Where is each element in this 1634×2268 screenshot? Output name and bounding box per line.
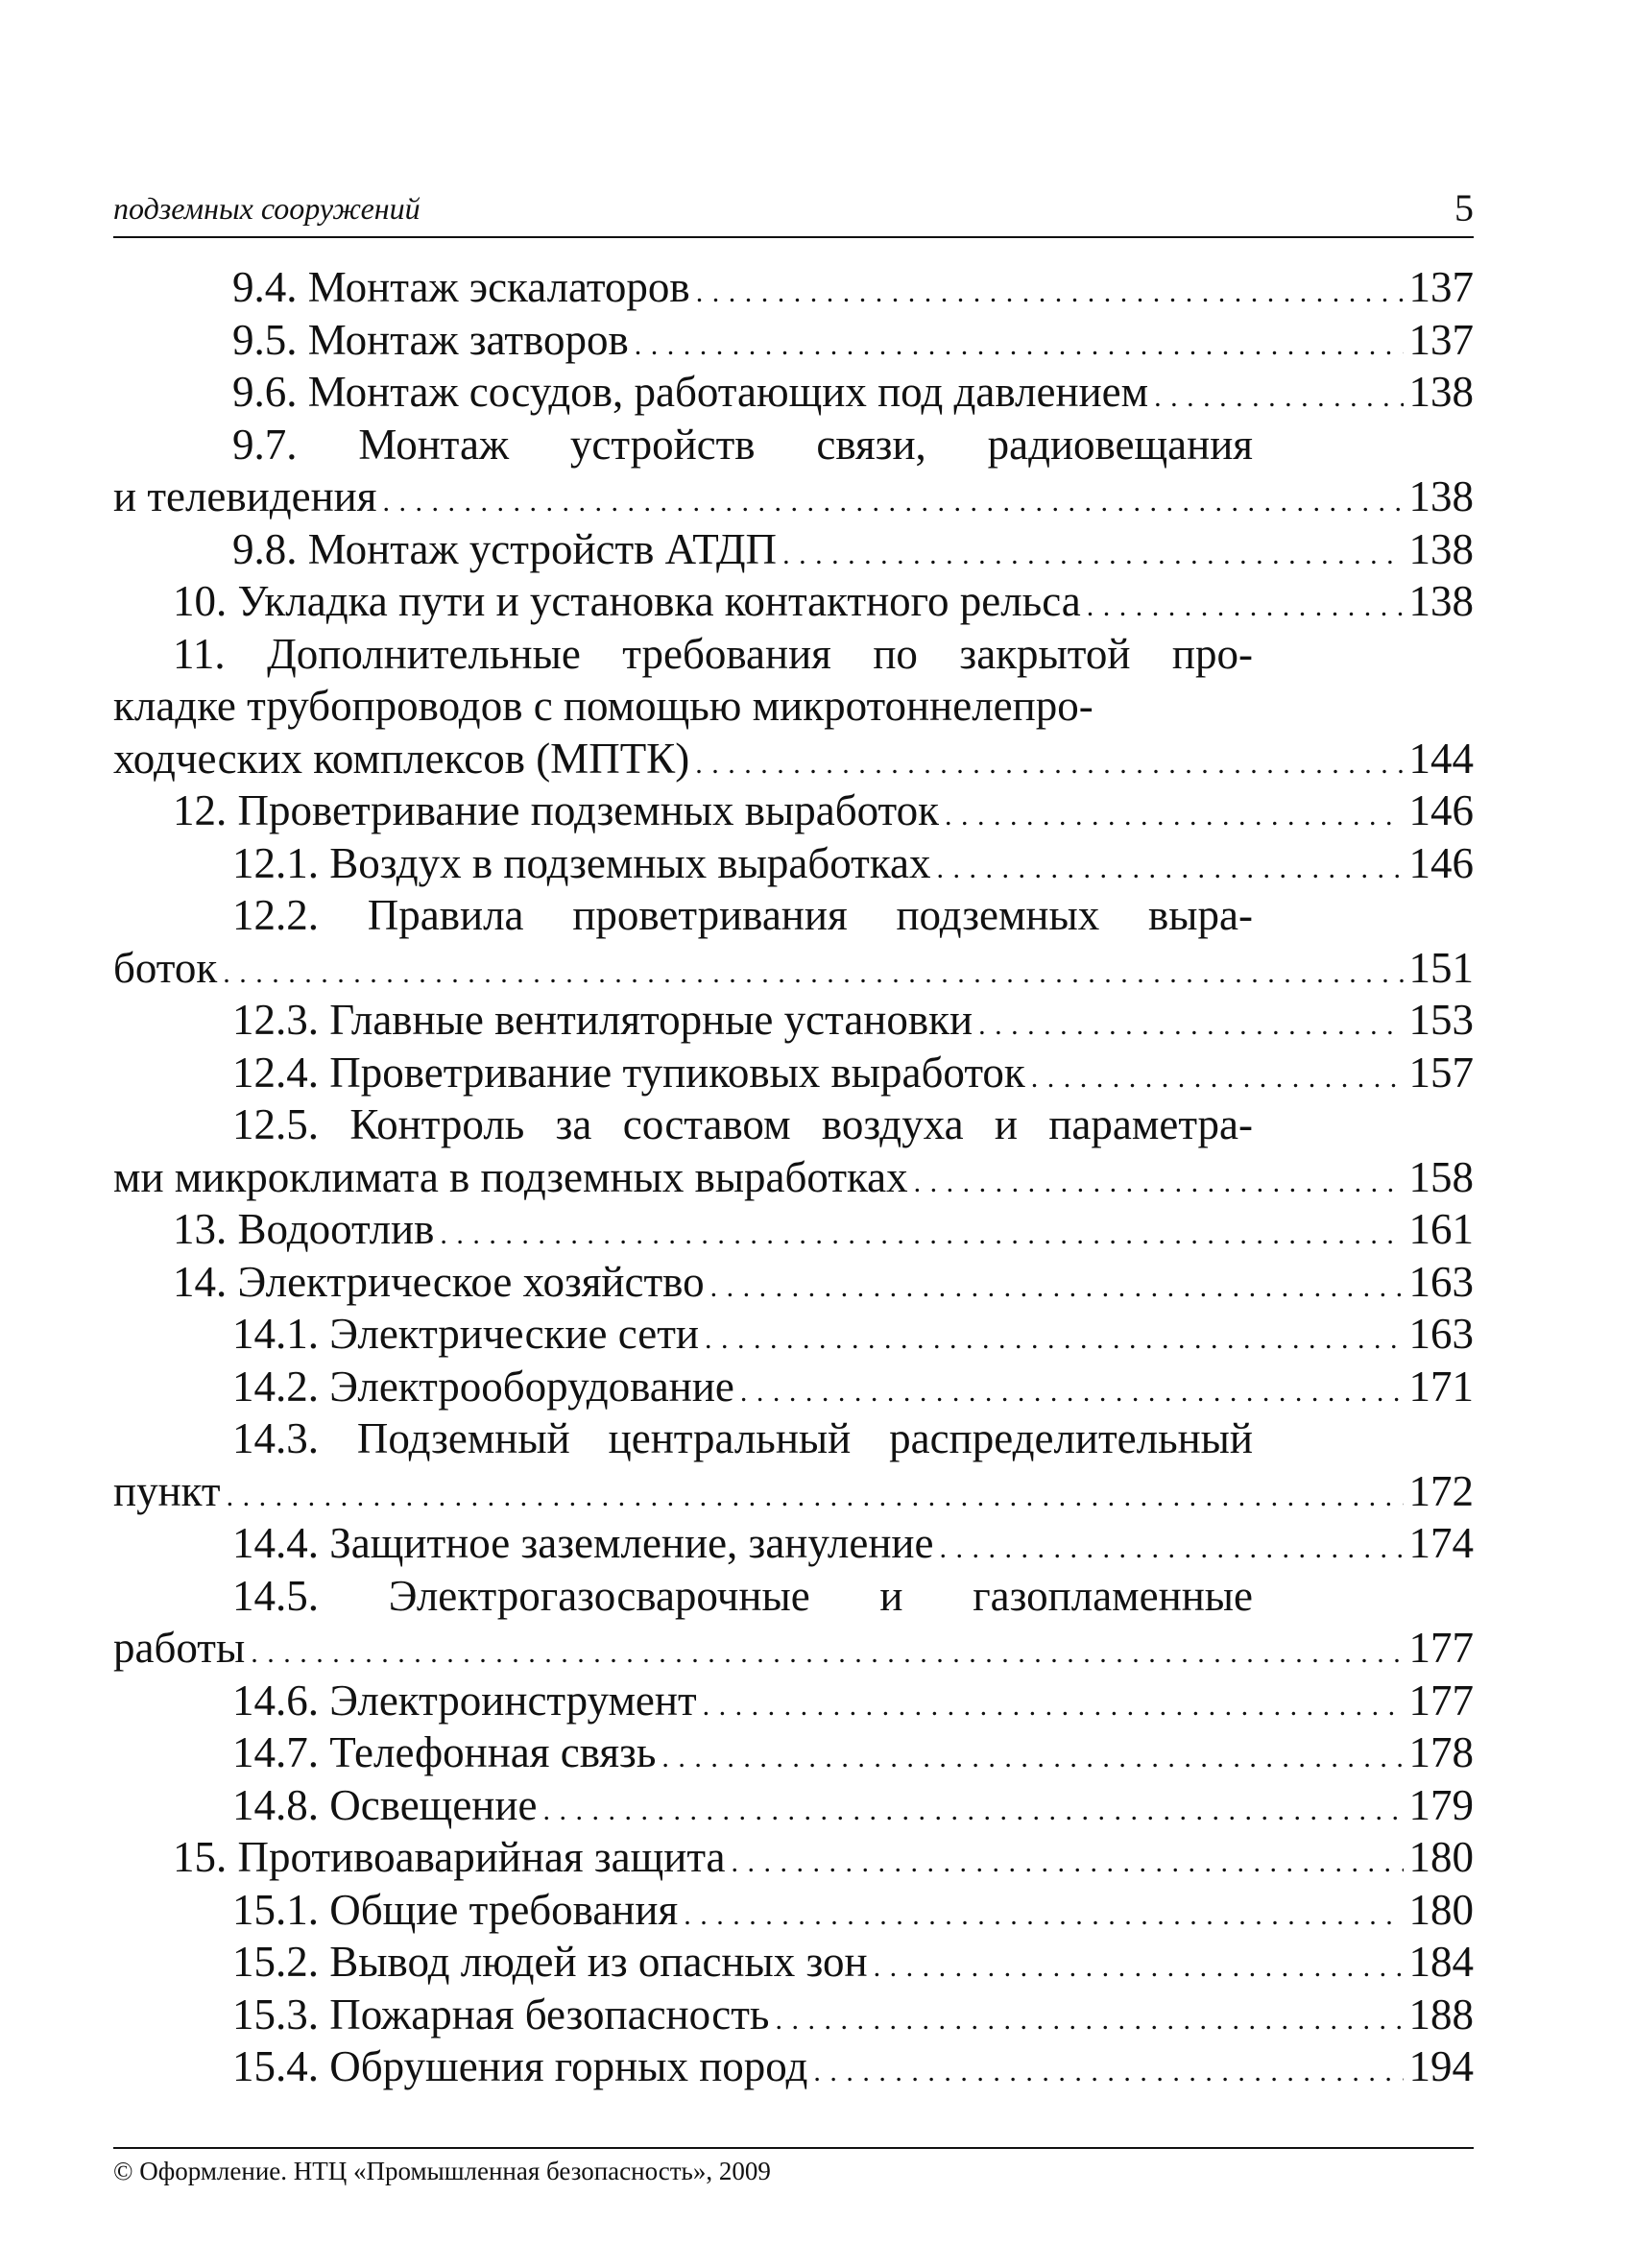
- toc-entry-title: боток: [113, 943, 218, 992]
- toc-entry-line: [113, 680, 1474, 733]
- toc-entry: [113, 1361, 1474, 1413]
- toc-entry: [113, 575, 1474, 628]
- dot-leader: [227, 1471, 1404, 1524]
- toc-page-number: 151: [1408, 943, 1474, 992]
- dot-leader: [696, 267, 1404, 320]
- toc-entry-title: 12. Проветривание подземных выработок: [173, 786, 939, 834]
- toc-entry-title: 14.3. Подземный центральный распределительный: [232, 1414, 1253, 1462]
- toc-entry: [113, 1675, 1474, 1727]
- toc-entry-title: 15.2. Вывод людей из опасных зон: [232, 1938, 868, 1986]
- toc-entry-line: [113, 523, 1474, 576]
- toc-entry-line: [113, 1151, 1474, 1204]
- toc-entry-title: 14.1. Электрические сети: [232, 1310, 699, 1358]
- toc-entry-title: 12.4. Проветривание тупиковых выработок: [232, 1048, 1025, 1097]
- dot-leader: [661, 1732, 1403, 1785]
- toc-entry: [113, 784, 1474, 837]
- toc-entry-line: [113, 1098, 1253, 1151]
- toc-entry-line: [113, 1047, 1474, 1099]
- toc-page-number: 137: [1408, 263, 1474, 311]
- footer-rule: [113, 2147, 1474, 2149]
- toc-entry: [113, 837, 1474, 890]
- toc-entry-line: [113, 1936, 1474, 1989]
- toc-entry-title: ми микроклимата в подземных выработках: [113, 1152, 908, 1201]
- toc-entry-line: [113, 314, 1474, 367]
- toc-entry-line: [113, 1726, 1474, 1779]
- toc-entry-line: [113, 1989, 1474, 2041]
- toc-entry-title: 13. Водоотлив: [173, 1205, 435, 1253]
- toc-entry-line: [113, 1203, 1474, 1256]
- toc-page-number: 153: [1408, 996, 1474, 1044]
- toc-entry-title: ходческих комплексов (МПТК): [113, 734, 690, 783]
- toc-page-number: 178: [1408, 1728, 1474, 1776]
- toc-entry-line: [113, 2040, 1474, 2093]
- table-of-contents: [113, 261, 1474, 2093]
- toc-page-number: 138: [1408, 524, 1474, 573]
- toc-entry: [113, 366, 1474, 419]
- toc-page-number: 180: [1408, 1885, 1474, 1934]
- toc-entry: [113, 261, 1474, 314]
- page-number: 5: [1454, 186, 1474, 229]
- toc-page-number: 144: [1408, 734, 1474, 783]
- toc-entry-title: 15. Противоаварийная защита: [173, 1833, 726, 1881]
- toc-entry-title: 14.8. Освещение: [232, 1780, 538, 1829]
- header-rule: [113, 236, 1474, 238]
- dot-leader: [705, 1314, 1404, 1366]
- toc-entry: [113, 994, 1474, 1047]
- toc-page-number: 161: [1408, 1205, 1474, 1253]
- toc-entry: [113, 1726, 1474, 1779]
- dot-leader: [1087, 581, 1404, 634]
- toc-entry-title: 15.1. Общие требования: [232, 1885, 679, 1934]
- dot-leader: [695, 738, 1403, 791]
- toc-page-number: 188: [1408, 1990, 1474, 2039]
- toc-entry: [113, 1517, 1474, 1570]
- toc-entry-title: 9.5. Монтаж затворов: [232, 315, 629, 364]
- toc-entry-line: [113, 837, 1474, 890]
- toc-entry-line: [113, 733, 1474, 785]
- toc-entry-line: [113, 994, 1474, 1047]
- toc-entry: [113, 1570, 1474, 1675]
- toc-entry-line: [113, 628, 1253, 681]
- toc-entry-line: [113, 1570, 1253, 1623]
- toc-entry-title: 15.4. Обрушения горных пород: [232, 2042, 808, 2090]
- toc-entry-title: 14.6. Электроинструмент: [232, 1676, 697, 1725]
- toc-entry-line: [113, 366, 1474, 419]
- toc-entry: [113, 1989, 1474, 2041]
- toc-entry-line: [113, 1308, 1474, 1361]
- toc-page-number: 163: [1408, 1310, 1474, 1358]
- dot-leader: [740, 1366, 1404, 1419]
- toc-page-number: 146: [1408, 786, 1474, 834]
- toc-entry-title: 14.4. Защитное заземление, зануление: [232, 1519, 934, 1567]
- toc-entry: [113, 419, 1474, 523]
- dot-leader: [223, 948, 1403, 1001]
- dot-leader: [775, 1994, 1403, 2047]
- dot-leader: [782, 529, 1403, 582]
- dot-leader: [703, 1680, 1404, 1733]
- toc-entry-title: 9.7. Монтаж устройств связи, радиовещания: [232, 420, 1253, 469]
- dot-leader: [251, 1628, 1403, 1680]
- toc-page-number: 137: [1408, 315, 1474, 364]
- toc-page-number: 138: [1408, 577, 1474, 625]
- toc-page-number: 194: [1408, 2042, 1474, 2090]
- toc-entry-title: 9.6. Монтаж сосудов, работающих под давлением: [232, 368, 1149, 416]
- dot-leader: [1154, 372, 1403, 424]
- toc-entry-title: пункт: [113, 1466, 221, 1515]
- toc-entry: [113, 1256, 1474, 1309]
- copyright-footer: © Оформление. НТЦ «Промышленная безопасность», 2009: [113, 2157, 771, 2185]
- dot-leader: [813, 2046, 1403, 2099]
- toc-entry: [113, 1779, 1474, 1832]
- running-header: [113, 181, 1474, 236]
- toc-entry-title: 9.4. Монтаж эскалаторов: [232, 263, 690, 311]
- toc-page-number: 177: [1408, 1624, 1474, 1672]
- toc-entry-title: кладке трубопроводов с помощью микротоннелепро-: [113, 682, 1093, 730]
- toc-entry-title: 12.3. Главные вентиляторные установки: [232, 996, 973, 1044]
- toc-entry: [113, 1884, 1474, 1937]
- dot-leader: [874, 1942, 1404, 1994]
- toc-page-number: 138: [1408, 472, 1474, 520]
- toc-entry: [113, 314, 1474, 367]
- dot-leader: [440, 1209, 1403, 1262]
- toc-entry-title: 9.8. Монтаж устройств АТДП: [232, 524, 778, 573]
- toc-entry-title: 10. Укладка пути и установка контактного рельса: [173, 577, 1081, 625]
- toc-entry-line: [113, 1361, 1474, 1413]
- toc-page-number: 163: [1408, 1257, 1474, 1306]
- toc-entry: [113, 889, 1474, 994]
- toc-entry-line: [113, 1517, 1474, 1570]
- toc-entry-title: 15.3. Пожарная безопасность: [232, 1990, 770, 2039]
- dot-leader: [1031, 1052, 1404, 1105]
- toc-entry: [113, 1831, 1474, 1884]
- toc-page-number: 184: [1408, 1938, 1474, 1986]
- toc-entry-line: [113, 1256, 1474, 1309]
- dot-leader: [542, 1785, 1403, 1838]
- dot-leader: [382, 476, 1403, 529]
- dot-leader: [914, 1157, 1404, 1210]
- dot-leader: [732, 1837, 1404, 1890]
- toc-entry: [113, 1203, 1474, 1256]
- toc-entry-title: 14.2. Электрооборудование: [232, 1362, 734, 1411]
- toc-page-number: 146: [1408, 838, 1474, 887]
- running-title: подземных сооружений: [113, 191, 421, 226]
- toc-entry: [113, 1936, 1474, 1989]
- toc-entry-line: [113, 1465, 1474, 1518]
- toc-entry: [113, 523, 1474, 576]
- toc-page-number: 171: [1408, 1362, 1474, 1411]
- toc-entry-line: [113, 1779, 1474, 1832]
- toc-entry-title: 11. Дополнительные требования по закрытой про-: [173, 629, 1253, 678]
- toc-entry-title: работы: [113, 1624, 246, 1672]
- toc-page-number: 180: [1408, 1833, 1474, 1881]
- toc-entry-title: 12.1. Воздух в подземных выработках: [232, 838, 931, 887]
- toc-entry-title: 14. Электрическое хозяйство: [173, 1257, 705, 1306]
- toc-entry-line: [113, 419, 1253, 471]
- toc-entry-title: и телевидения: [113, 472, 377, 520]
- toc-entry: [113, 1047, 1474, 1099]
- toc-entry: [113, 1308, 1474, 1361]
- toc-entry-line: [113, 784, 1474, 837]
- toc-page-number: 157: [1408, 1048, 1474, 1097]
- toc-entry-line: [113, 889, 1253, 942]
- toc-entry-title: 12.5. Контроль за составом воздуха и параметра-: [232, 1100, 1253, 1148]
- toc-entry: [113, 1412, 1474, 1517]
- toc-page-number: 138: [1408, 368, 1474, 416]
- toc-entry-line: [113, 942, 1474, 995]
- dot-leader: [945, 790, 1404, 843]
- toc-entry-title: 14.5. Электрогазосварочные и газопламенные: [232, 1571, 1253, 1620]
- toc-entry-line: [113, 575, 1474, 628]
- toc-entry-title: 14.7. Телефонная связь: [232, 1728, 657, 1776]
- dot-leader: [936, 843, 1403, 896]
- dot-leader: [684, 1890, 1403, 1942]
- toc-page-number: 177: [1408, 1676, 1474, 1725]
- dot-leader: [710, 1262, 1404, 1315]
- toc-entry-line: [113, 1412, 1253, 1465]
- toc-page-number: 174: [1408, 1519, 1474, 1567]
- dot-leader: [978, 1000, 1403, 1052]
- toc-entry: [113, 628, 1474, 785]
- toc-page-number: 158: [1408, 1152, 1474, 1201]
- toc-entry: [113, 1098, 1474, 1203]
- toc-entry-line: [113, 1622, 1474, 1675]
- toc-page-number: 172: [1408, 1466, 1474, 1515]
- toc-entry-line: [113, 1831, 1474, 1884]
- toc-entry-title: 12.2. Правила проветривания подземных выра-: [232, 891, 1253, 939]
- toc-entry-line: [113, 1884, 1474, 1937]
- toc-entry-line: [113, 261, 1474, 314]
- toc-page-number: 179: [1408, 1780, 1474, 1829]
- dot-leader: [635, 320, 1404, 373]
- toc-entry-line: [113, 470, 1474, 523]
- dot-leader: [939, 1523, 1403, 1576]
- toc-entry-line: [113, 1675, 1474, 1727]
- toc-entry: [113, 2040, 1474, 2093]
